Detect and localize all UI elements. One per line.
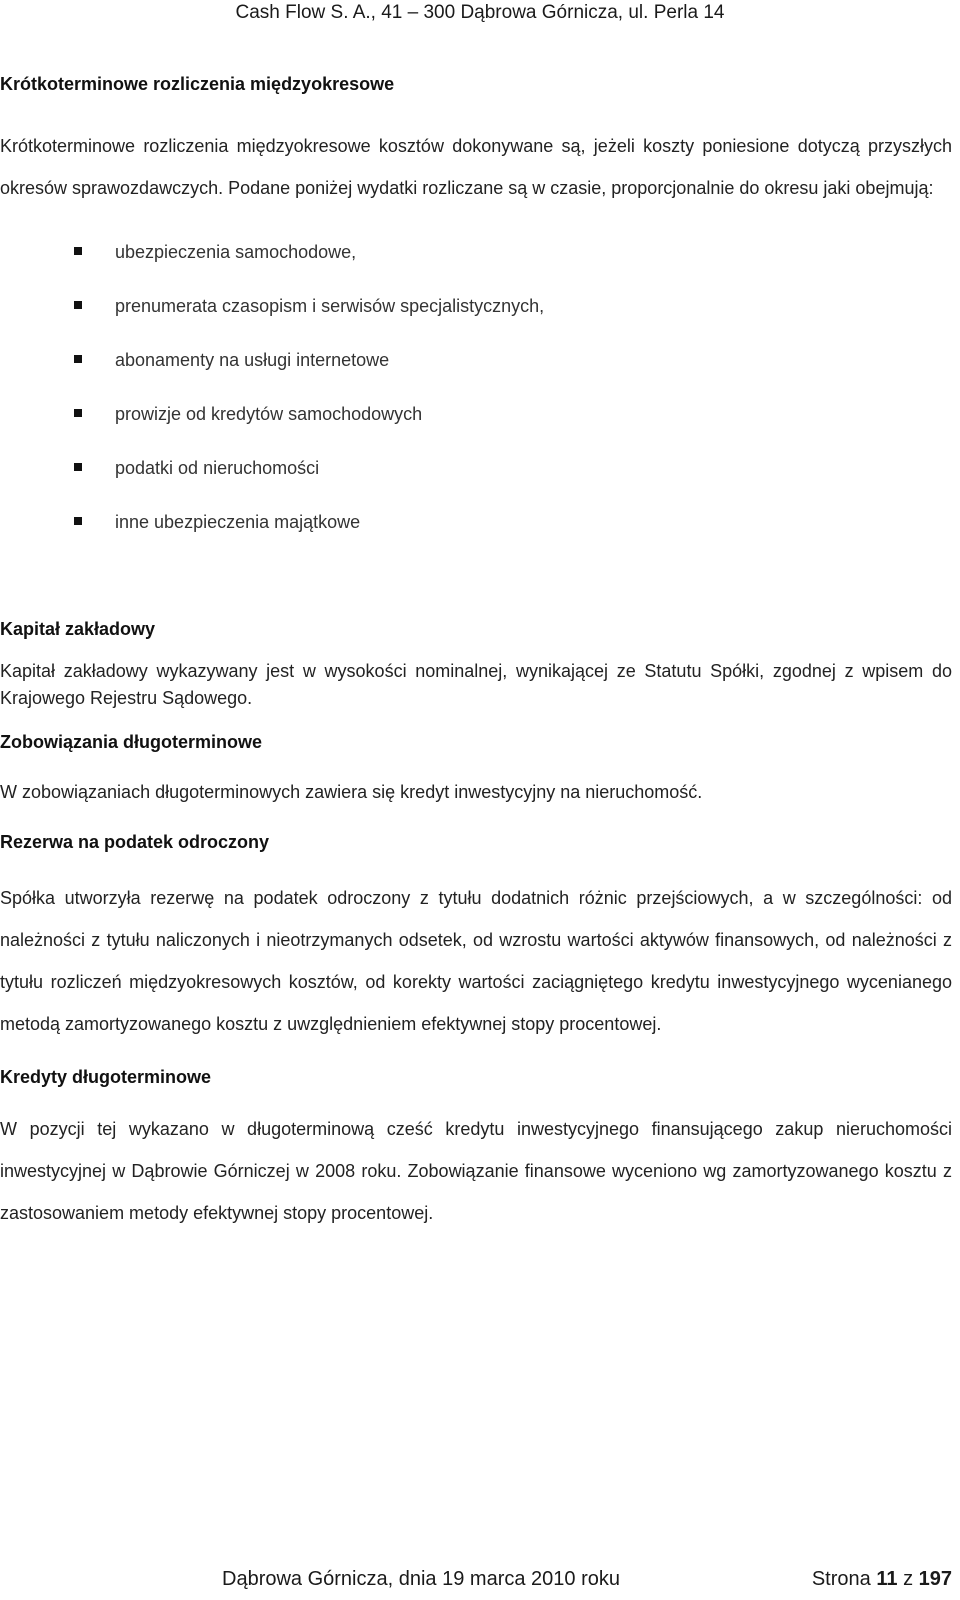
square-bullet-icon <box>74 247 82 255</box>
heading-share-capital: Kapitał zakładowy <box>0 619 156 639</box>
list-item-text: abonamenty na usługi internetowe <box>115 350 390 370</box>
page-prefix: Strona <box>811 1568 871 1590</box>
square-bullet-icon <box>74 463 82 471</box>
page-current: 11 <box>876 1568 898 1590</box>
paragraph-short-term-accruals: Krótkoterminowe rozliczenia międzyokresowe kosztów dokonywane są, jeżeli koszty poniesione dotyczą przyszłych okresów sprawozdawczych. Podane poniżej wydatki rozliczane są w czasie, proporcjonalnie do okresu jaki obejmują: <box>0 136 952 198</box>
paragraph-share-capital: Kapitał zakładowy wykazywany jest w wysokości nominalnej, wynikającej ze Statutu Spółki, zgodnej z wpisem do Krajowego Rejestru Sądowego. <box>0 661 952 708</box>
list-item-text: inne ubezpieczenia majątkowe <box>115 512 361 532</box>
page-header: Cash Flow S. A., 41 – 300 Dąbrowa Górnicza, ul. Perla 14 <box>235 2 725 23</box>
heading-deferred-tax-provision: Rezerwa na podatek odroczony <box>0 832 270 852</box>
list-item-text: prenumerata czasopism i serwisów specjalistycznych, <box>115 296 545 316</box>
paragraph-deferred-tax-provision: Spółka utworzyła rezerwę na podatek odroczony z tytułu dodatnich różnic przejściowych, a w szczególności: od należności z tytułu naliczonych i nieotrzymanych odsetek, od wzrostu wartości aktywów finansowych, od należności z tytułu rozliczeń międzyokresowych kosztów, od korekty wartości zaciągniętego kredytu inwestycyjnego wycenianego metodą zamortyzowanego kosztu z uwzględnieniem efektywnej stopy procentowej. <box>0 888 952 1034</box>
list-item <box>0 495 952 549</box>
heading-long-term-liabilities: Zobowiązania długoterminowe <box>0 732 263 752</box>
footer-date: Dąbrowa Górnicza, dnia 19 marca 2010 roku <box>222 1568 620 1590</box>
square-bullet-icon <box>74 301 82 309</box>
list-item-text: prowizje od kredytów samochodowych <box>115 404 423 424</box>
page-separator: z <box>903 1568 914 1590</box>
paragraph-long-term-liabilities: W zobowiązaniach długoterminowych zawiera się kredyt inwestycyjny na nieruchomość. <box>0 782 703 802</box>
page-footer <box>0 1568 952 1598</box>
list-item <box>0 333 952 387</box>
square-bullet-icon <box>74 409 82 417</box>
square-bullet-icon <box>74 517 82 525</box>
list-item <box>0 225 952 279</box>
list-item-text: podatki od nieruchomości <box>115 458 320 478</box>
square-bullet-icon <box>74 355 82 363</box>
heading-long-term-loans: Kredyty długoterminowe <box>0 1067 212 1087</box>
list-item <box>0 441 952 495</box>
list-item <box>0 279 952 333</box>
page-total: 197 <box>918 1568 952 1590</box>
page-number <box>812 1568 952 1591</box>
paragraph-long-term-loans: W pozycji tej wykazano w długoterminową cześć kredytu inwestycyjnego finansującego zakup nieruchomości inwestycyjnej w Dąbrowie Górniczej w 2008 roku. Zobowiązanie finansowe wyceniono wg zamortyzowanego kosztu z zastosowaniem metody efektywnej stopy procentowej. <box>0 1119 952 1223</box>
list-item-text: ubezpieczenia samochodowe, <box>115 242 357 262</box>
expense-list <box>0 225 952 549</box>
heading-short-term-accruals: Krótkoterminowe rozliczenia międzyokresowe <box>0 74 395 94</box>
document-body <box>0 74 952 1234</box>
list-item <box>0 387 952 441</box>
